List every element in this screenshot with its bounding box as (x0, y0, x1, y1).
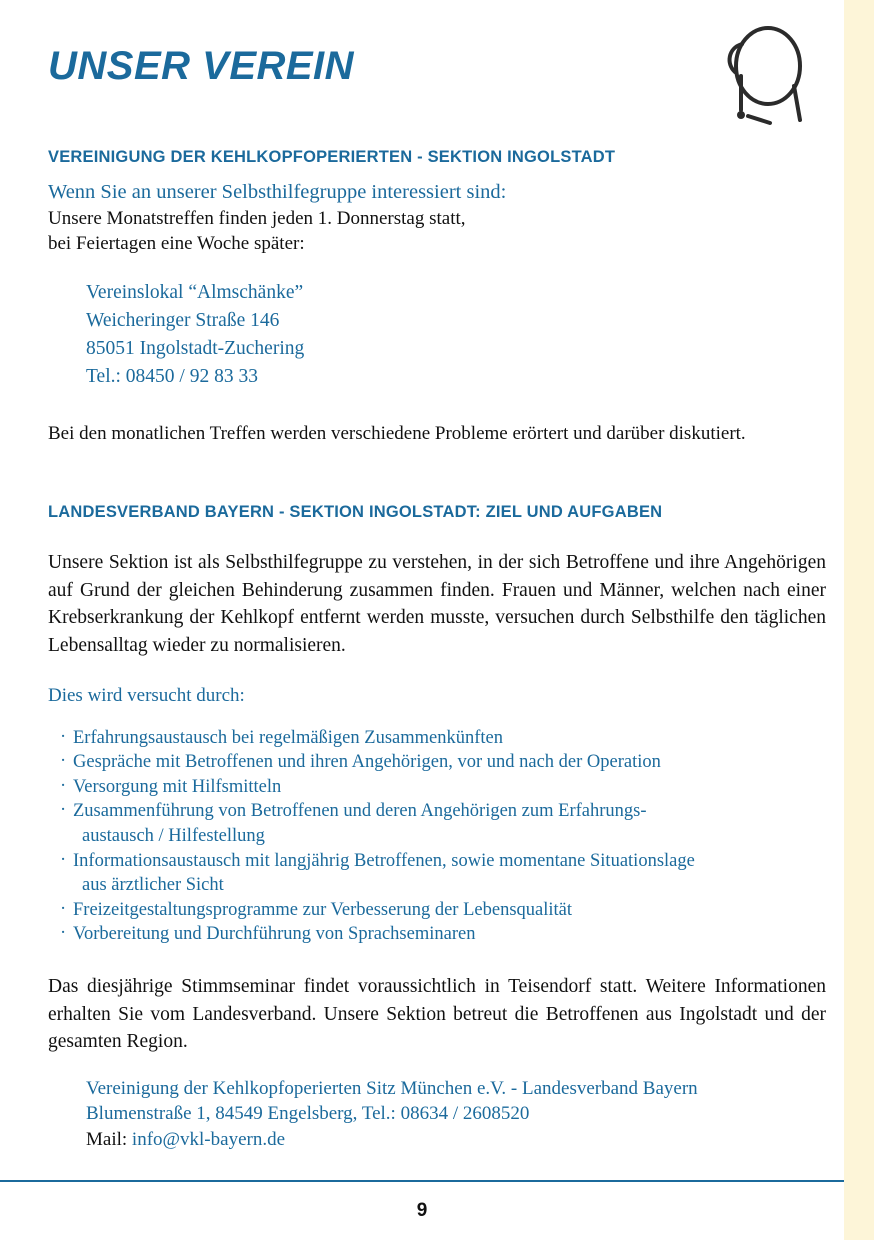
list-item-continuation: austausch / Hilfestellung (82, 825, 265, 846)
kehlkopf-logo-icon (708, 24, 808, 129)
section2-paragraph: Unsere Sektion ist als Selbsthilfegruppe zu verstehen, in der sich Betroffene und ihre Angehörigen auf Grund der gleichen Behinderung zusammen finden. Frauen und Männer, welchen nach einer Krebserkrankung der Kehlkopf entfernt werden musste, versuchen durch Selbsthilfe den täglichen Lebensalltag wieder zu normalisieren. (48, 551, 826, 656)
list-item (60, 799, 826, 848)
section2-heading: LANDESVERBAND BAYERN - SEKTION INGOLSTADT: ZIEL UND AUFGABEN (48, 502, 663, 521)
aims-list (48, 726, 826, 947)
list-item (60, 750, 826, 775)
contact-mail-address[interactable]: info@vkl-bayern.de (131, 1129, 286, 1151)
list-item (60, 922, 826, 947)
footer-divider (0, 1180, 844, 1182)
list-item-text: Erfahrungsaustausch bei regelmäßigen Zusammenkünften (73, 727, 503, 748)
list-item (60, 898, 826, 923)
contact-mail-row (86, 1127, 826, 1153)
section2-closing-paragraph: Das diesjährige Stimmseminar findet voraussichtlich in Teisendorf statt. Weitere Informationen erhalten Sie vom Landesverband. Unsere Sektion betreut die Betroffenen aus Ingolstadt und der gesamten Region. (48, 975, 826, 1053)
list-item-text: Gespräche mit Betroffenen und ihren Angehörigen, vor und nach der Operation (73, 752, 661, 773)
section2-list-intro: Dies wird versucht durch: (48, 684, 245, 706)
list-item (60, 726, 826, 751)
meeting-address (86, 279, 826, 391)
section1-line1: Unsere Monatstreffen finden jeden 1. Donnerstag statt, (48, 207, 466, 229)
list-item-continuation: aus ärztlicher Sicht (82, 875, 224, 896)
address-phone: Tel.: 08450 / 92 83 33 (86, 366, 258, 388)
list-item-text: Versorgung mit Hilfsmitteln (73, 776, 282, 797)
list-item (60, 775, 826, 800)
address-venue: Vereinslokal “Almschänke” (86, 281, 304, 303)
list-item-text: Vorbereitung und Durchführung von Sprachseminaren (73, 924, 476, 945)
contact-line2: Blumenstraße 1, 84549 Engelsberg, Tel.: 08634 / 2608520 (86, 1103, 530, 1125)
section1-heading: VEREINIGUNG DER KEHLKOPFOPERIERTEN - SEKTION INGOLSTADT (48, 148, 616, 166)
page-header (48, 24, 826, 136)
section1-paragraph: Bei den monatlichen Treffen werden verschiedene Probleme erörtert und darüber diskutiert. (48, 423, 746, 445)
contact-mail-label: Mail: (86, 1129, 132, 1151)
content-column (48, 24, 826, 1153)
page-title: UNSER VEREIN (48, 44, 355, 88)
list-item-text: Informationsaustausch mit langjährig Betroffenen, sowie momentane Situationslage (73, 850, 695, 871)
right-margin-strip (844, 0, 874, 1240)
address-street: Weicheringer Straße 146 (86, 309, 280, 331)
contact-line1: Vereinigung der Kehlkopfoperierten Sitz München e.V. - Landesverband Bayern (86, 1077, 698, 1099)
association-contact (86, 1076, 826, 1153)
address-city: 85051 Ingolstadt-Zuchering (86, 338, 305, 360)
section1-lead: Wenn Sie an unserer Selbsthilfegruppe interessiert sind: (48, 181, 507, 203)
list-item (60, 849, 826, 898)
section1-line2: bei Feiertagen eine Woche später: (48, 233, 305, 255)
page-number: 9 (416, 1200, 428, 1221)
list-item-text: Zusammenführung von Betroffenen und deren Angehörigen zum Erfahrungs- (73, 801, 647, 822)
list-item-text: Freizeitgestaltungsprogramme zur Verbesserung der Lebensqualität (73, 899, 572, 920)
